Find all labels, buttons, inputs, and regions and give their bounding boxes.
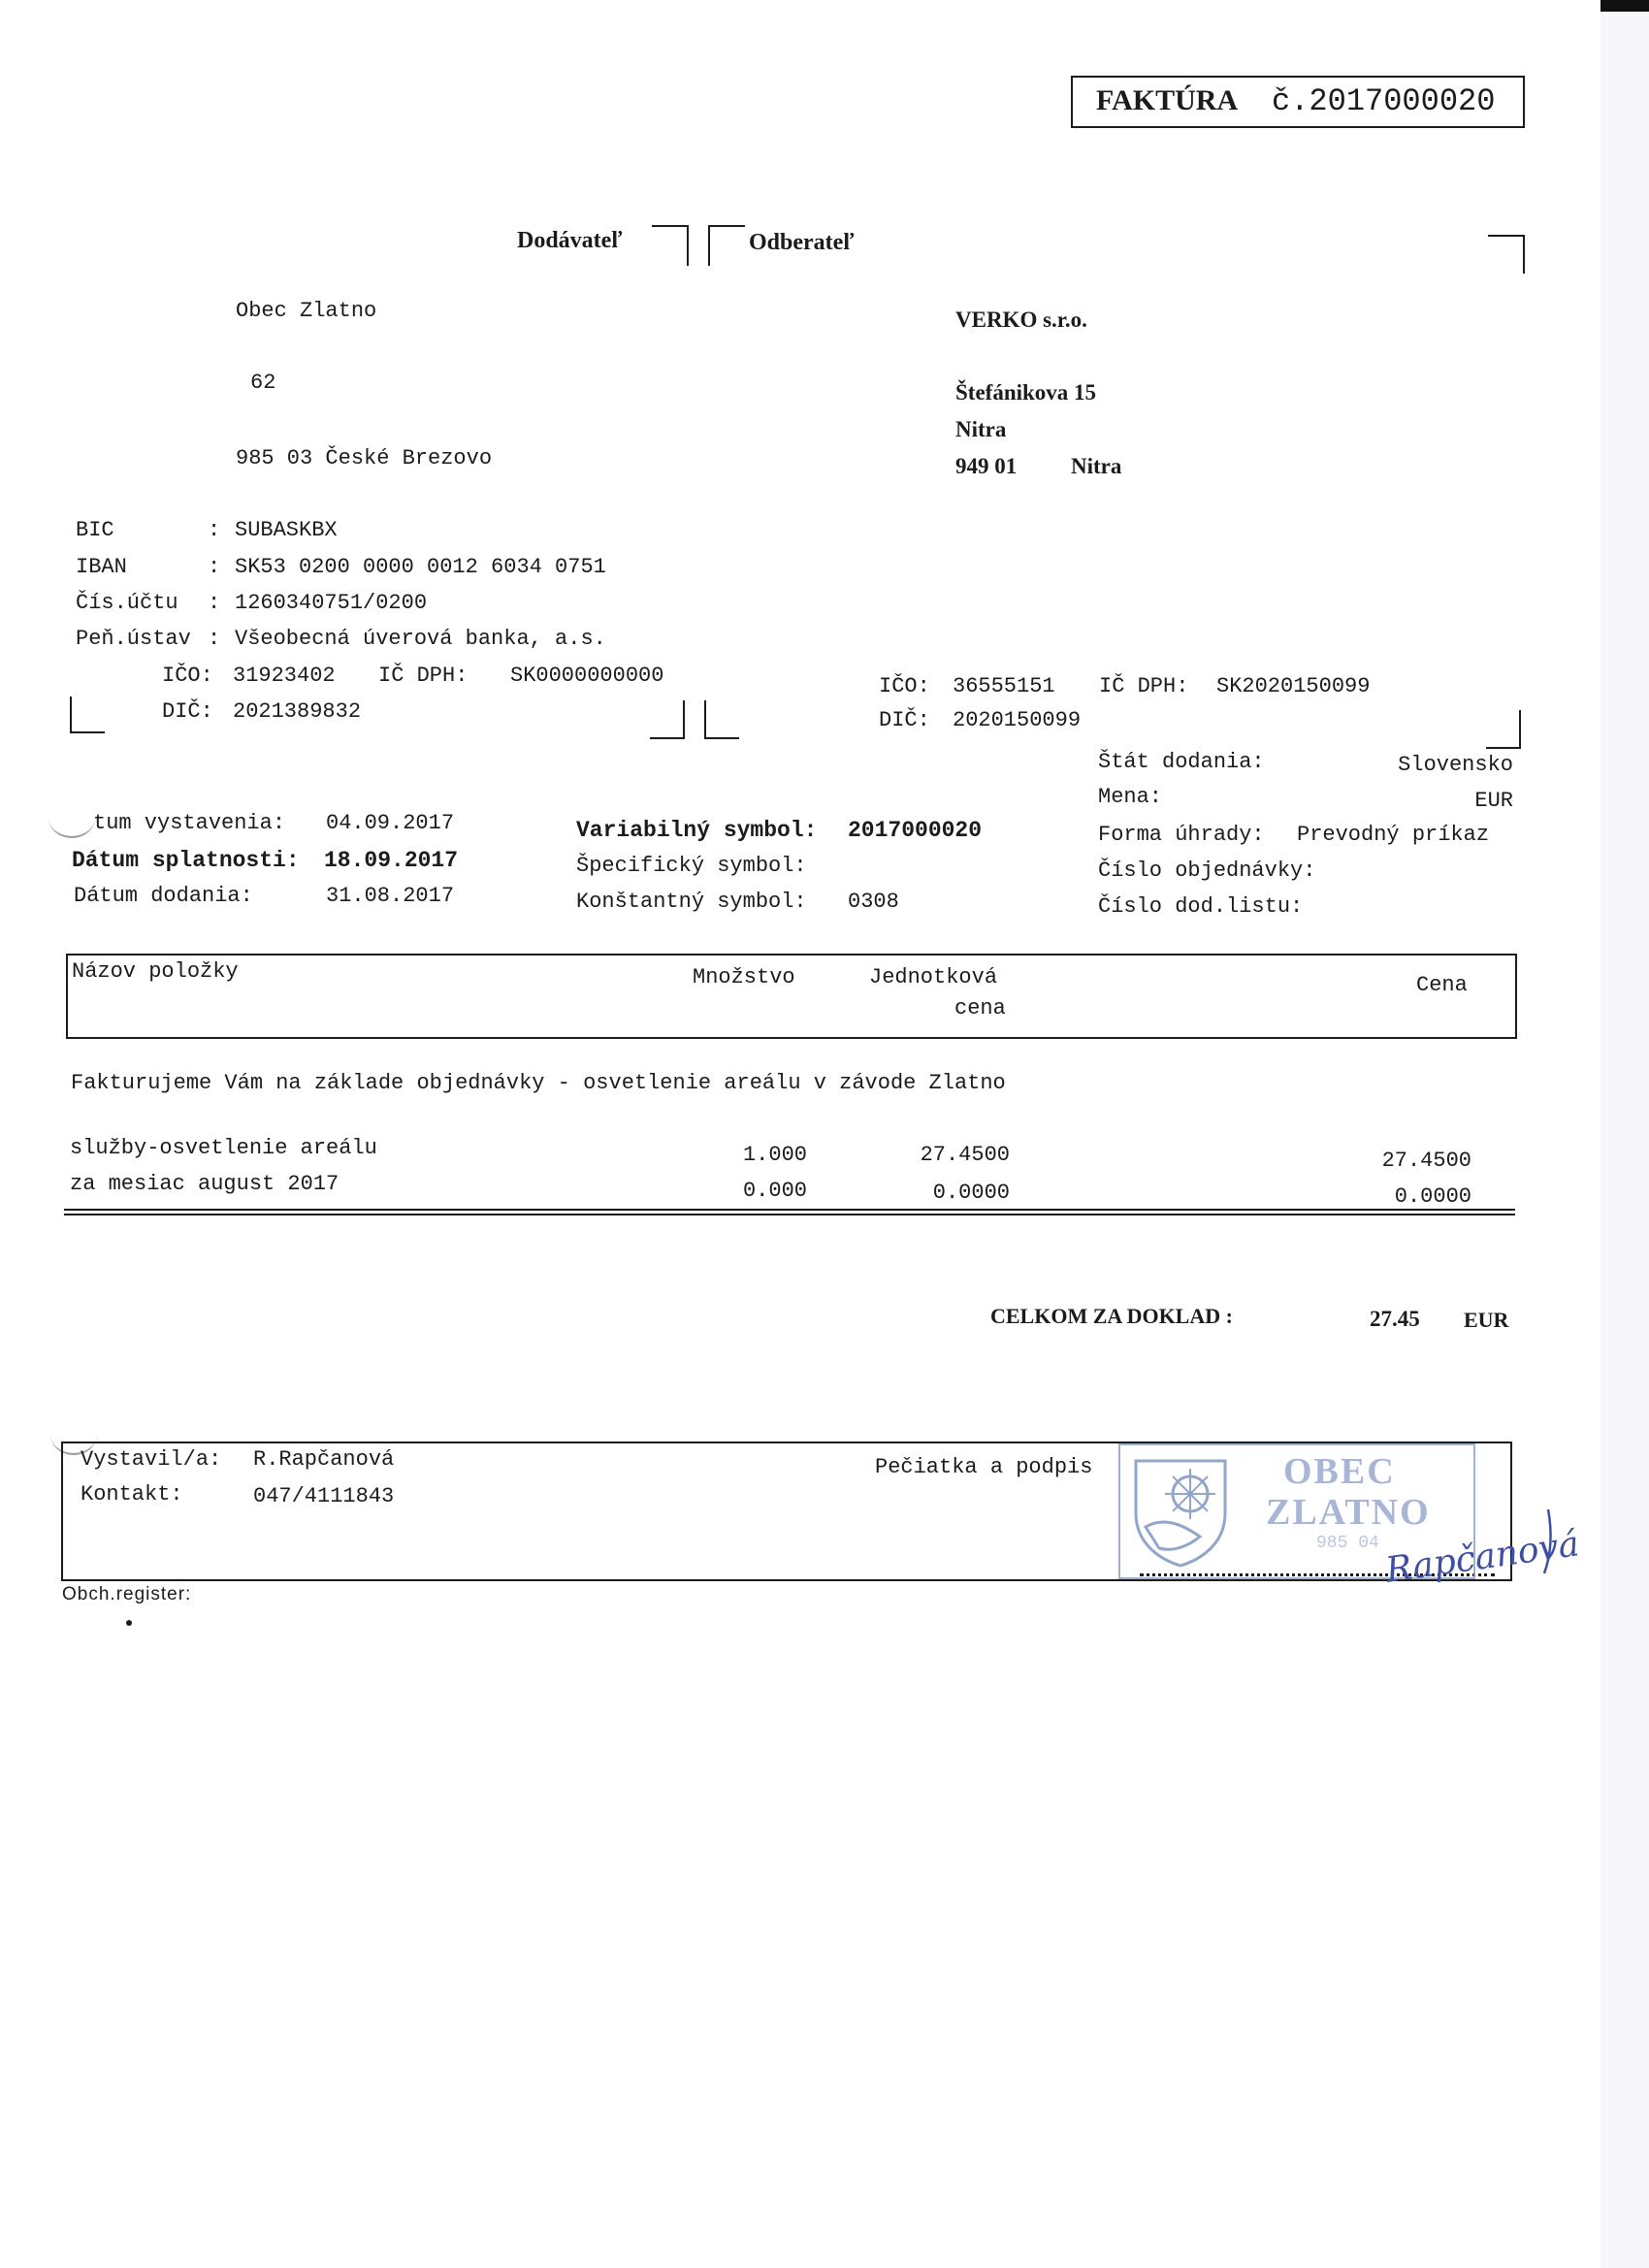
customer-bracket-far-right <box>1488 235 1525 274</box>
supplier-ico: 31923402 <box>233 664 336 688</box>
currency-value: EUR <box>1474 789 1513 813</box>
col-unit-header-1: Jednotková <box>869 965 998 989</box>
bank-label: Peň.ústav <box>76 627 191 651</box>
invoice-intro: Fakturujeme Vám na základe objednávky - osvetlenie areálu v závode Zlatno <box>71 1071 1006 1095</box>
currency-label: Mena: <box>1098 785 1163 809</box>
col-name-header: Názov položky <box>72 959 239 984</box>
customer-heading: Odberateľ <box>749 230 855 255</box>
supplier-ico-label: IČO: <box>162 664 213 688</box>
supplier-city: 985 03 České Brezovo <box>236 446 493 470</box>
signature-flourish <box>1531 1506 1569 1593</box>
account-value: 1260340751/0200 <box>235 591 428 615</box>
stamp-line-2: ZLATNO <box>1266 1492 1431 1533</box>
supplier-bracket-top-right <box>652 225 689 266</box>
account-label: Čís.účtu <box>76 591 178 615</box>
constant-symbol: 0308 <box>848 890 899 914</box>
bic-label: BIC <box>76 518 114 542</box>
customer-street: Štefánikova 15 <box>955 380 1097 405</box>
delivery-note-label: Číslo dod.listu: <box>1098 894 1304 919</box>
customer-zip: 949 01 <box>955 454 1018 478</box>
due-date-label: Dátum splatnosti: <box>72 848 300 873</box>
delivery-date: 31.08.2017 <box>326 884 455 908</box>
supplier-dic-label: DIČ: <box>162 699 213 724</box>
col-price-header: Cena <box>1416 973 1468 997</box>
customer-city: Nitra <box>955 417 1007 441</box>
scan-margin <box>1600 12 1649 2268</box>
customer-ico-label: IČO: <box>879 674 930 698</box>
issued-by: R.Rapčanová <box>253 1447 395 1472</box>
item-name: za mesiac august 2017 <box>70 1172 340 1196</box>
handwritten-signature: Rapčanová <box>1383 1524 1582 1591</box>
variable-symbol-label: Variabilný symbol: <box>576 818 818 843</box>
punch-hole-top <box>48 797 95 838</box>
stamp-signature-label: Pečiatka a podpis <box>875 1455 1093 1479</box>
invoice-title: FAKTÚRA <box>1096 84 1239 116</box>
payment-label: Forma úhrady: <box>1098 823 1265 847</box>
invoice-number: č.2017000020 <box>1272 83 1496 119</box>
supplier-bracket-bottom-left <box>70 697 105 733</box>
supplier-name: Obec Zlatno <box>236 299 377 323</box>
country-label: Štát dodania: <box>1098 750 1265 774</box>
customer-icdph: SK2020150099 <box>1216 674 1371 698</box>
customer-bracket-bottom-left <box>704 700 739 739</box>
supplier-bracket-bottom-right <box>650 700 685 739</box>
col-qty-header: Množstvo <box>693 965 795 989</box>
bank-sep: : <box>208 627 221 651</box>
item-name: služby-osvetlenie areálu <box>70 1136 377 1160</box>
coat-of-arms-icon <box>1130 1455 1231 1570</box>
customer-bracket-bottom-right <box>1486 710 1521 749</box>
items-divider-top <box>64 1209 1515 1211</box>
iban-label: IBAN <box>76 555 127 579</box>
due-date: 18.09.2017 <box>324 848 459 873</box>
col-unit-header-2: cena <box>954 996 1006 1021</box>
scan-edge <box>1600 0 1649 12</box>
issue-date-label: tum vystavenia: <box>93 811 286 835</box>
iban-value: SK53 0200 0000 0012 6034 0751 <box>235 555 606 579</box>
customer-ico: 36555151 <box>953 674 1055 698</box>
supplier-heading: Dodávateľ <box>517 228 623 253</box>
customer-city-2: Nitra <box>1071 454 1122 478</box>
iban-sep: : <box>208 555 221 579</box>
specific-symbol-label: Špecifický symbol: <box>576 854 807 878</box>
order-label: Číslo objednávky: <box>1098 859 1316 883</box>
total-label: CELKOM ZA DOKLAD : <box>990 1304 1233 1328</box>
country-value: Slovensko <box>1398 753 1513 777</box>
contact-value: 047/4111843 <box>253 1484 395 1508</box>
item-qty: 0.000 <box>742 1179 807 1203</box>
item-price: 0.0000 <box>1394 1184 1471 1209</box>
item-unit-price: 27.4500 <box>920 1143 1010 1167</box>
bank-value: Všeobecná úverová banka, a.s. <box>235 627 606 651</box>
customer-bracket-top-left <box>708 225 745 266</box>
item-unit-price: 0.0000 <box>932 1181 1010 1205</box>
items-table-header <box>66 954 1517 1039</box>
variable-symbol: 2017000020 <box>848 818 983 843</box>
contact-label: Kontakt: <box>81 1482 183 1507</box>
stamp-line-1: OBEC <box>1283 1451 1396 1492</box>
invoice-title-box <box>1071 76 1525 128</box>
delivery-date-label: Dátum dodania: <box>74 884 253 908</box>
constant-symbol-label: Konštantný symbol: <box>576 890 807 914</box>
customer-dic-label: DIČ: <box>879 708 930 732</box>
items-divider-bottom <box>64 1214 1515 1215</box>
bic-sep: : <box>208 518 221 542</box>
supplier-street: 62 <box>250 371 276 395</box>
supplier-dic: 2021389832 <box>233 699 362 724</box>
issue-date: 04.09.2017 <box>326 811 455 835</box>
payment-value: Prevodný príkaz <box>1297 823 1490 847</box>
total-value: 27.45 <box>1370 1307 1420 1331</box>
ink-dot <box>126 1620 132 1626</box>
customer-dic: 2020150099 <box>953 708 1082 732</box>
issued-by-label: Vystavil/a: <box>81 1447 222 1472</box>
stamp-line-3: 985 04 <box>1316 1534 1379 1553</box>
total-currency: EUR <box>1464 1308 1509 1332</box>
supplier-icdph-label: IČ DPH: <box>378 664 469 688</box>
customer-icdph-label: IČ DPH: <box>1099 674 1189 698</box>
bic-value: SUBASKBX <box>235 518 338 542</box>
item-qty: 1.000 <box>742 1143 807 1167</box>
business-register-label: Obch.register: <box>62 1584 192 1604</box>
customer-name: VERKO s.r.o. <box>955 308 1087 332</box>
item-price: 27.4500 <box>1381 1149 1471 1173</box>
supplier-icdph: SK0000000000 <box>510 664 664 688</box>
account-sep: : <box>208 591 221 615</box>
